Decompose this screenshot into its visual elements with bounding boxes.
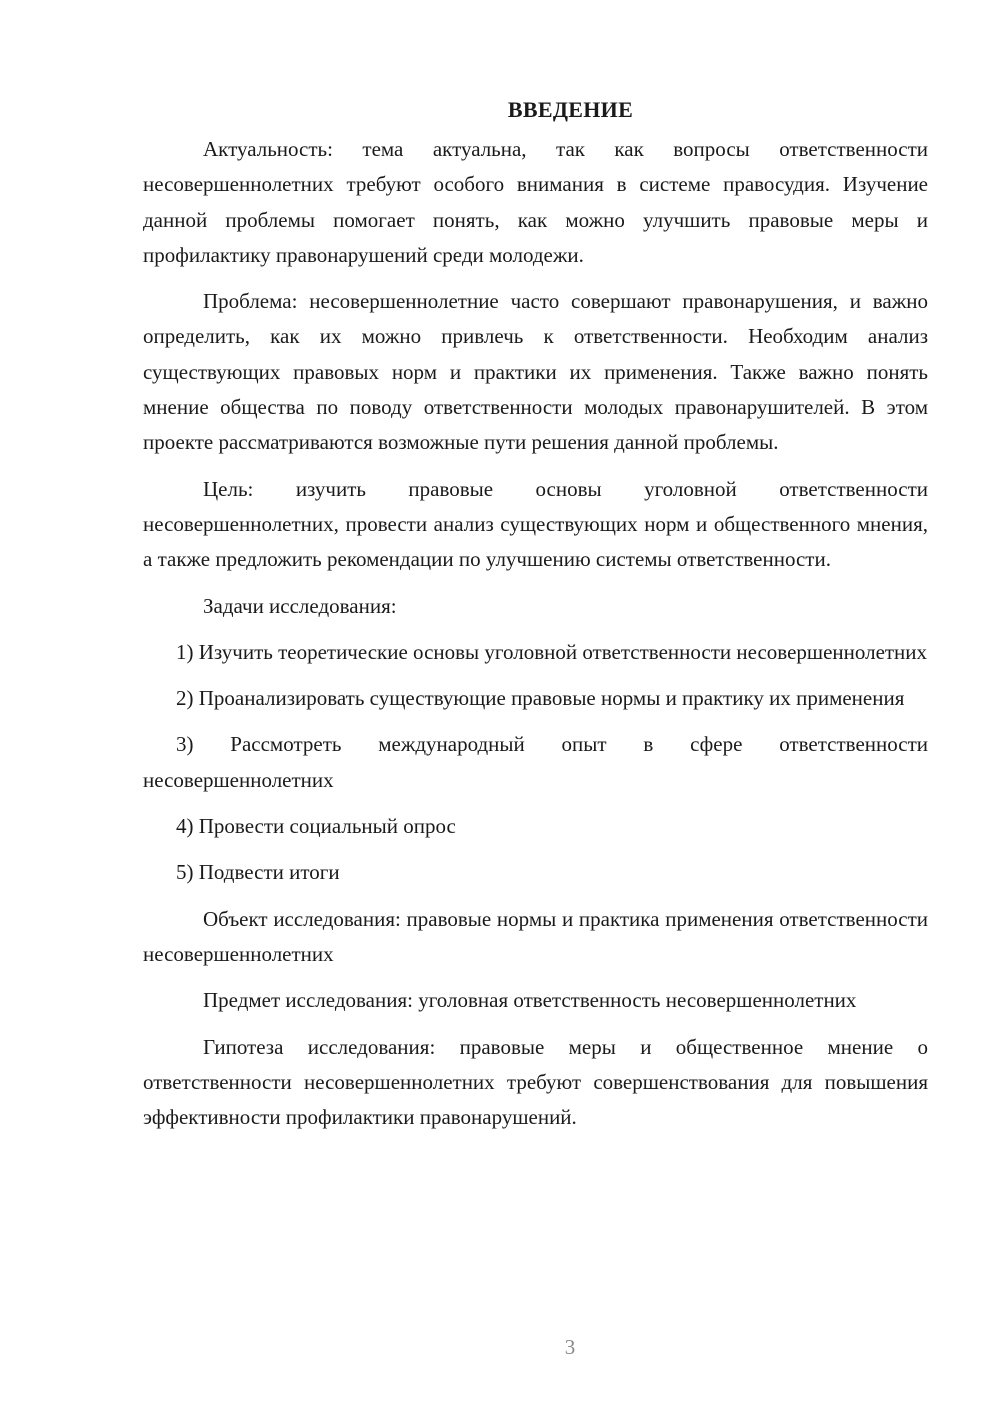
- task-item-2: 2) Проанализировать существующие правовые нормы и практику их применения: [176, 686, 905, 711]
- paragraph-object: Объект исследования: правовые нормы и практика применения ответственности несовершеннолетних: [143, 906, 928, 966]
- paragraph-subject: Предмет исследования: уголовная ответственность несовершеннолетних: [203, 988, 857, 1013]
- paragraph-relevance: Актуальность: тема актуальна, так как вопросы ответственности несовершеннолетних требуют особого внимания в системе правосудия. Изучение данной проблемы помогает понять, как можно улучшить правовые меры и профилактику правонарушений среди молодежи.: [143, 137, 928, 267]
- task-item-5: 5) Подвести итоги: [176, 860, 340, 885]
- task-item-3: 3) Рассмотреть международный опыт в сфере ответственности несовершеннолетних: [143, 732, 928, 792]
- paragraph-tasks-intro: Задачи исследования:: [203, 593, 397, 618]
- paragraph-goal: Цель: изучить правовые основы уголовной ответственности несовершеннолетних, провести анализ существующих норм и общественного мнения, а также предложить рекомендации по улучшению системы ответственности.: [143, 476, 928, 572]
- paragraph-hypothesis: Гипотеза исследования: правовые меры и общественное мнение о ответственности несовершеннолетних требуют совершенствования для повышения эффективности профилактики правонарушений.: [143, 1034, 928, 1130]
- task-item-1: 1) Изучить теоретические основы уголовной ответственности несовершеннолетних: [176, 639, 928, 664]
- section-heading: ВВЕДЕНИЕ: [507, 97, 634, 122]
- page-number: 3: [564, 1335, 576, 1359]
- document-page: [143, 94, 928, 1146]
- paragraph-problem: Проблема: несовершеннолетние часто совершают правонарушения, и важно определить, как их можно привлечь к ответственности. Необходим анализ существующих правовых норм и практики их применения. Также важно понять мнение общества по поводу ответственности молодых правонарушителей. В этом проекте рассматриваются возможные пути решения данной проблемы.: [143, 289, 928, 455]
- task-item-4: 4) Провести социальный опрос: [176, 814, 456, 839]
